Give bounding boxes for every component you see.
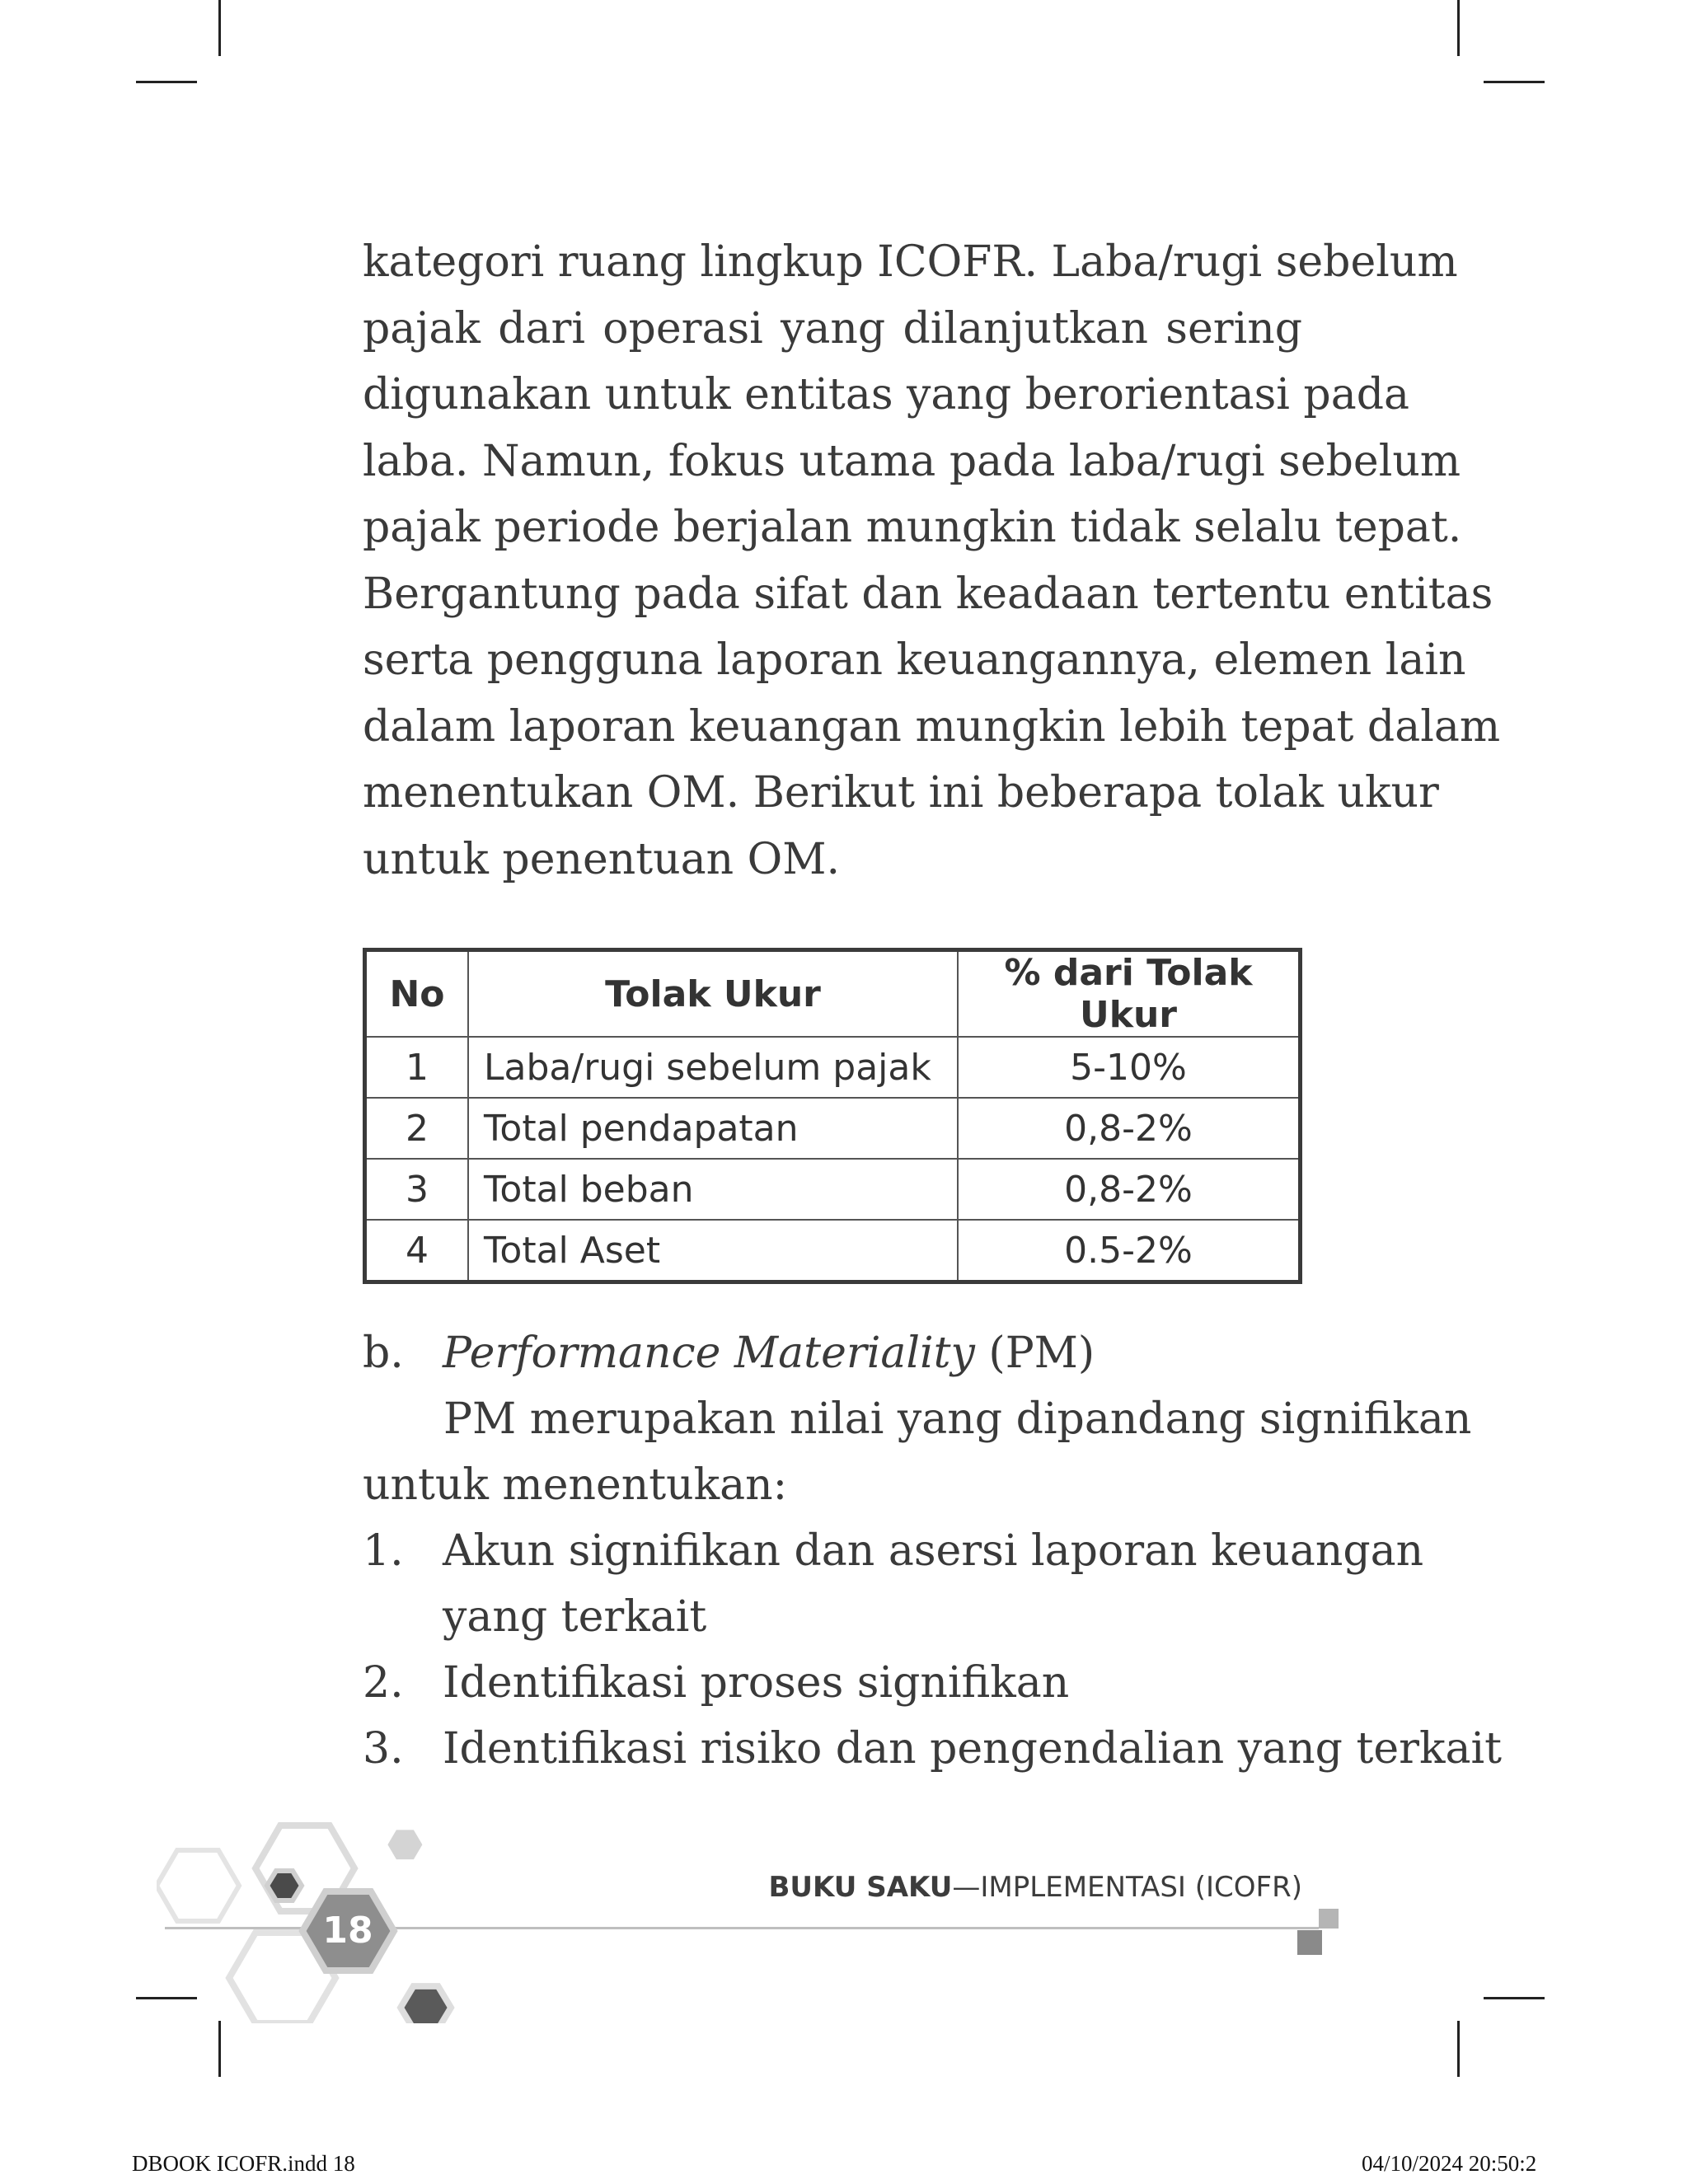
row-percentage: 0.5-2% xyxy=(958,1220,1301,1282)
paragraph-line: pajak dari operasi yang dilanjutkan sering xyxy=(363,303,1302,354)
crop-mark-bottom-right-v xyxy=(1457,2021,1460,2077)
crop-mark-top-right-h xyxy=(1484,81,1545,83)
row-percentage: 0,8-2% xyxy=(958,1159,1301,1220)
paragraph-line: serta pengguna laporan keuangannya, elemen lain xyxy=(363,635,1466,685)
table-row xyxy=(365,1159,1301,1220)
hexagon-dark-bottom xyxy=(401,1986,451,2023)
row-number: 2 xyxy=(365,1098,469,1159)
print-slug-timestamp: 04/10/2024 20:50:2 xyxy=(1362,2151,1537,2176)
hexagon-dark-small xyxy=(267,1871,302,1900)
crop-mark-bottom-left-v xyxy=(218,2021,221,2077)
row-number: 4 xyxy=(365,1220,469,1282)
header-benchmark: Tolak Ukur xyxy=(468,950,958,1038)
hexagon-light xyxy=(387,1830,422,1859)
paragraph-line: digunakan untuk entitas yang berorientasi pada xyxy=(363,370,1410,419)
list-item-number: 1. xyxy=(363,1526,404,1576)
footer-running-title xyxy=(769,1871,1302,1904)
paragraph-line: menentukan OM. Berikut ini beberapa tolak ukur xyxy=(363,768,1439,818)
paragraph-line: untuk penentuan OM. xyxy=(363,834,841,884)
crop-mark-top-left-v xyxy=(218,0,221,56)
square-ornament xyxy=(1286,1896,1352,1961)
materiality-benchmark-table xyxy=(363,948,1302,1284)
hexagon-decoration xyxy=(157,1809,486,2023)
footer-title-rest: IMPLEMENTASI (ICOFR) xyxy=(980,1871,1302,1904)
list-item-number: 2. xyxy=(363,1658,404,1708)
footer-title-bold: BUKU SAKU xyxy=(768,1871,953,1904)
table-header-row xyxy=(365,950,1301,1038)
row-number: 3 xyxy=(365,1159,469,1220)
body-paragraph xyxy=(363,229,1501,893)
row-benchmark: Total Aset xyxy=(468,1220,958,1282)
crop-mark-top-left-h xyxy=(136,81,197,83)
intro-line-1: PM merupakan nilai yang dipandang signifikan xyxy=(443,1394,1472,1444)
list-item-text: Akun signifikan dan asersi laporan keuangan xyxy=(443,1526,1424,1576)
crop-mark-bottom-right-h xyxy=(1484,1997,1545,1999)
footer-title-dash: — xyxy=(952,1871,981,1904)
row-percentage: 0,8-2% xyxy=(958,1098,1301,1159)
table-row xyxy=(365,1220,1301,1282)
row-benchmark: Total beban xyxy=(468,1159,958,1220)
header-no: No xyxy=(365,950,469,1038)
list-item-number: 3. xyxy=(363,1724,404,1774)
list-item-text: yang terkait xyxy=(443,1592,707,1642)
paragraph-line: dalam laporan keuangan mungkin lebih tepat dalam xyxy=(363,701,1501,752)
crop-mark-top-right-v xyxy=(1457,0,1460,56)
row-percentage: 5-10% xyxy=(958,1037,1301,1098)
list-item-text: Identifikasi proses signifikan xyxy=(443,1658,1070,1708)
row-benchmark: Total pendapatan xyxy=(468,1098,958,1159)
row-number: 1 xyxy=(365,1037,469,1098)
hexagon-outline-small xyxy=(157,1850,239,1921)
header-percentage: % dari Tolak Ukur xyxy=(958,950,1301,1038)
table-row xyxy=(365,1037,1301,1098)
paragraph-line: laba. Namun, fokus utama pada laba/rugi sebelum xyxy=(363,436,1461,486)
section-title xyxy=(443,1320,1095,1386)
section-title-italic: Performance Materiality xyxy=(443,1329,975,1378)
page-number: 18 xyxy=(322,1910,373,1952)
print-slug-file: DBOOK ICOFR.indd 18 xyxy=(132,2151,355,2176)
list-item-text: Identifikasi risiko dan pengendalian yang terkait xyxy=(443,1724,1503,1774)
row-benchmark: Laba/rugi sebelum pajak xyxy=(468,1037,958,1098)
section-title-suffix: (PM) xyxy=(974,1329,1095,1378)
paragraph-line: kategori ruang lingkup ICOFR. Laba/rugi sebelum xyxy=(363,237,1458,287)
paragraph-line: pajak periode berjalan mungkin tidak selalu tepat. xyxy=(363,503,1462,552)
paragraph-line: Bergantung pada sifat dan keadaan tertentu entitas xyxy=(363,569,1493,619)
table-row xyxy=(365,1098,1301,1159)
section-marker: b. xyxy=(363,1329,404,1378)
